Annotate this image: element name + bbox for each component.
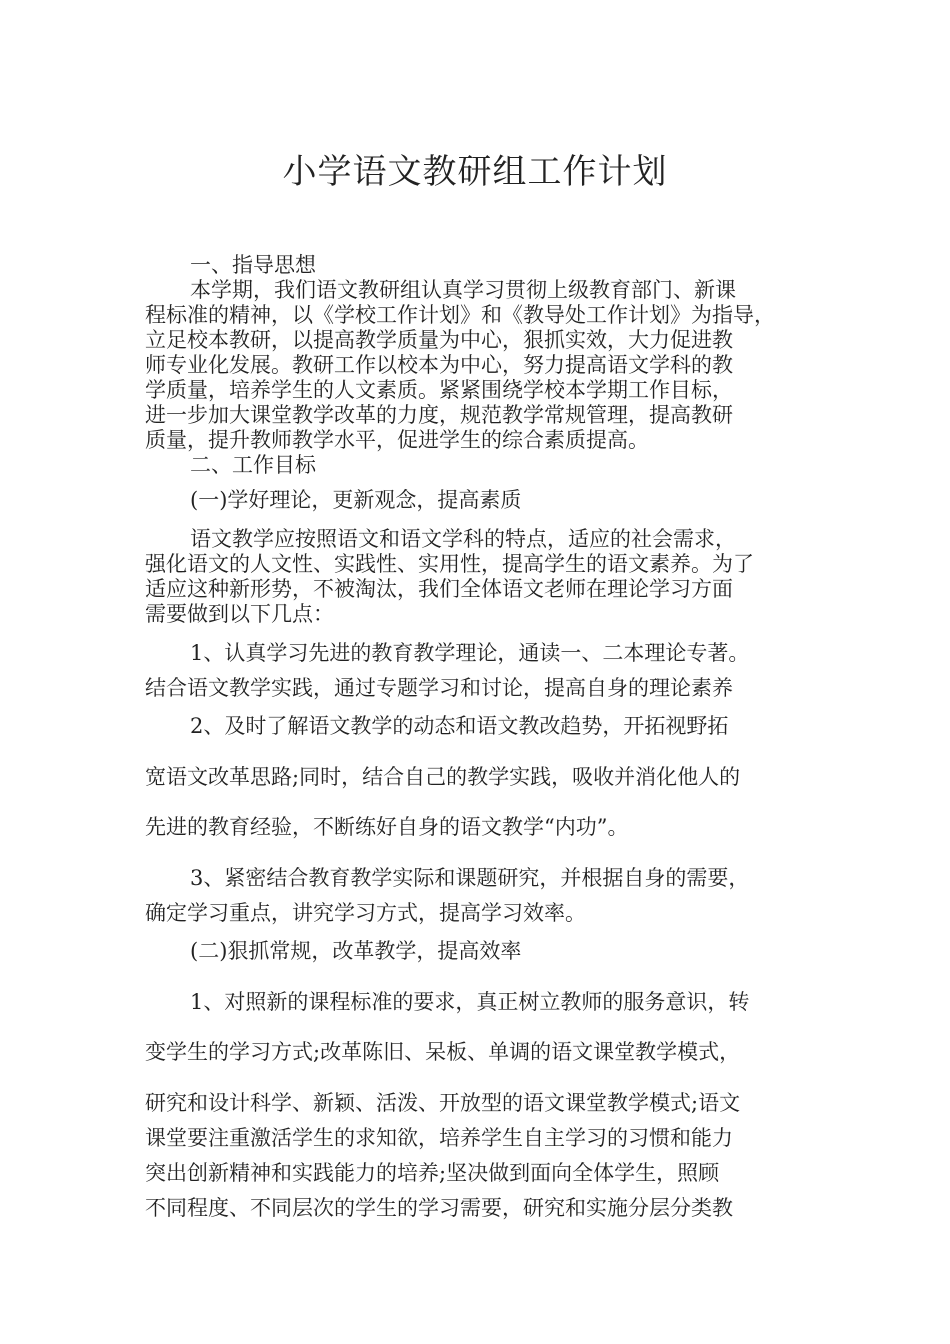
section-heading-1: 一、指导思想 — [190, 253, 316, 277]
paragraph-line: 立足校本教研，以提高教学质量为中心，狠抓实效，大力促进教 — [145, 328, 733, 352]
list-item-line: 突出创新精神和实践能力的培养;坚决做到面向全体学生，照顾 — [145, 1161, 720, 1185]
list-item-line: 课堂要注重激活学生的求知欲，培养学生自主学习的习惯和能力 — [145, 1126, 733, 1150]
list-item-line: 不同程度、不同层次的学生的学习需要，研究和实施分层分类教 — [145, 1196, 733, 1220]
paragraph-line: 本学期，我们语文教研组认真学习贯彻上级教育部门、新课 — [190, 278, 736, 302]
paragraph-line: 师专业化发展。教研工作以校本为中心，努力提高语文学科的教 — [145, 353, 733, 377]
document-title: 小学语文教研组工作计划 — [282, 152, 668, 192]
paragraph-line: 质量，提升教师教学水平，促进学生的综合素质提高。 — [145, 428, 649, 452]
paragraph-line: 强化语文的人文性、实践性、实用性，提高学生的语文素养。为了 — [145, 552, 754, 576]
list-item-line: 3、紧密结合教育教学实际和课题研究，并根据自身的需要， — [190, 866, 750, 890]
subsection-heading: (一)学好理论，更新观念，提高素质 — [190, 488, 522, 512]
paragraph-line: 程标准的精神，以《学校工作计划》和《教导处工作计划》为指导， — [145, 303, 775, 327]
subsection-heading: (二)狠抓常规，改革教学，提高效率 — [190, 939, 522, 963]
paragraph-line: 语文教学应按照语文和语文学科的特点，适应的社会需求， — [190, 527, 736, 551]
paragraph-line: 需要做到以下几点： — [145, 602, 334, 626]
list-item-line: 变学生的学习方式;改革陈旧、呆板、单调的语文课堂教学模式， — [145, 1040, 741, 1064]
list-item-line: 宽语文改革思路;同时，结合自己的教学实践，吸收并消化他人的 — [145, 765, 741, 789]
list-item-line: 2、及时了解语文教学的动态和语文教改趋势，开拓视野拓 — [190, 714, 729, 738]
list-item-line: 1、认真学习先进的教育教学理论，通读一、二本理论专著。 — [190, 641, 750, 665]
list-item-line: 确定学习重点，讲究学习方式，提高学习效率。 — [145, 901, 586, 925]
paragraph-line: 进一步加大课堂教学改革的力度，规范教学常规管理，提高教研 — [145, 403, 733, 427]
paragraph-line: 适应这种新形势，不被淘汰，我们全体语文老师在理论学习方面 — [145, 577, 733, 601]
paragraph-line: 学质量，培养学生的人文素质。紧紧围绕学校本学期工作目标， — [145, 378, 733, 402]
list-item-line: 研究和设计科学、新颖、活泼、开放型的语文课堂教学模式;语文 — [145, 1091, 741, 1115]
list-item-line: 结合语文教学实践，通过专题学习和讨论，提高自身的理论素养 — [145, 676, 733, 700]
list-item-line: 先进的教育经验，不断练好自身的语文教学“内功”。 — [145, 815, 629, 839]
list-item-line: 1、对照新的课程标准的要求，真正树立教师的服务意识，转 — [190, 990, 750, 1014]
section-heading-2: 二、工作目标 — [190, 453, 316, 477]
